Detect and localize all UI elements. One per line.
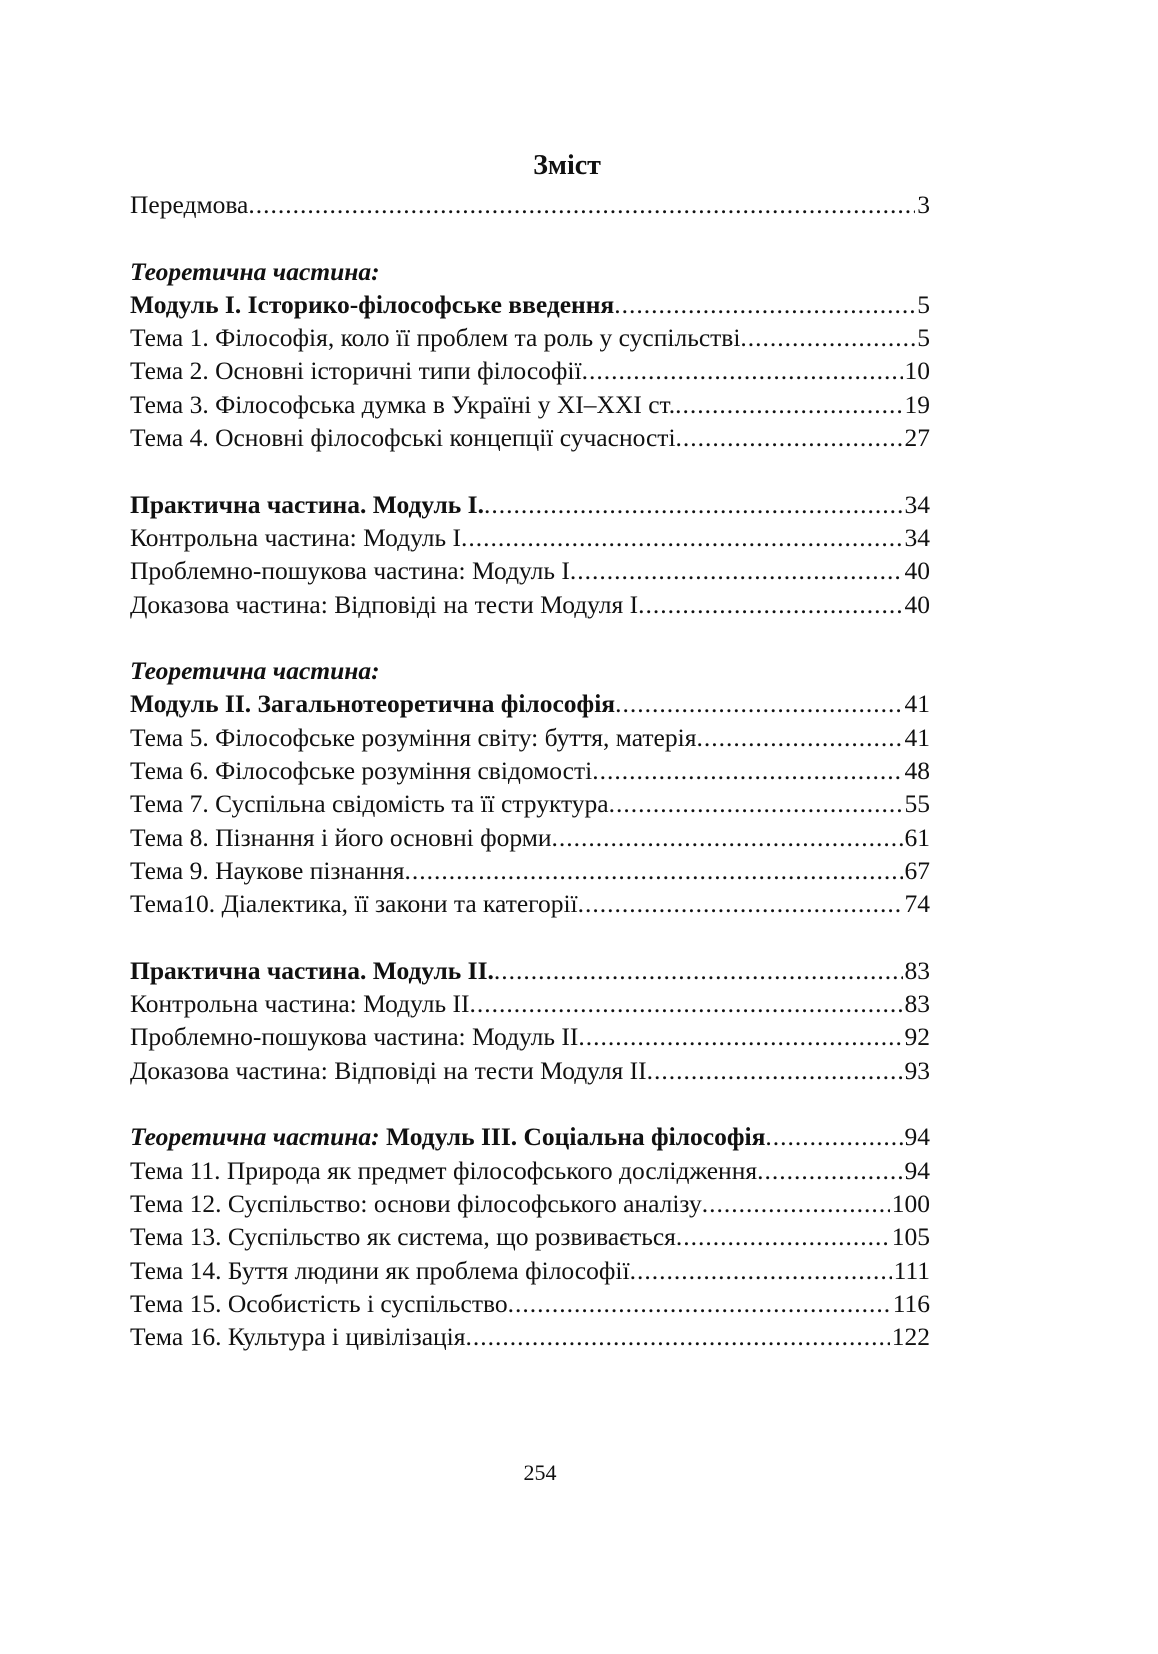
- spacer: [130, 221, 930, 254]
- toc-entry-label: Доказова частина: Відповіді на тести Модуля І: [130, 589, 639, 619]
- dot-leader: [696, 721, 902, 754]
- toc-entry: [130, 754, 930, 787]
- dot-leader: [248, 188, 915, 221]
- table-of-contents: [130, 188, 930, 1353]
- toc-entry: [130, 488, 930, 521]
- toc-entry: [130, 1054, 930, 1087]
- spacer: [130, 1087, 930, 1120]
- toc-entry-label: Тема 11. Природа як предмет філософського дослідження: [130, 1155, 758, 1185]
- toc-entry-label: Модуль ІІ. Загальнотеоретична філософія: [130, 689, 616, 719]
- toc-entry-label: Доказова частина: Відповіді на тести Модуля ІІ: [130, 1055, 647, 1085]
- toc-entry-page: 116: [892, 1288, 930, 1318]
- dot-leader: [484, 488, 903, 521]
- dot-leader: [676, 421, 903, 454]
- dot-leader: [578, 1020, 902, 1053]
- dot-leader: [675, 388, 902, 421]
- toc-entry: [130, 1287, 930, 1320]
- toc-entry: [130, 1320, 930, 1353]
- dot-leader: [765, 1120, 902, 1153]
- toc-entry: [130, 887, 930, 920]
- toc-entry-label: [130, 1120, 765, 1153]
- dot-leader: [615, 687, 902, 720]
- toc-entry-label: Контрольна частина: Модуль ІІ: [130, 989, 470, 1019]
- page-title: Зміст: [533, 150, 601, 181]
- toc-entry-page: 19: [904, 389, 930, 419]
- toc-entry: [130, 554, 930, 587]
- toc-entry-page: 40: [904, 556, 930, 586]
- toc-entry-page: 67: [904, 855, 930, 885]
- toc-entry: [130, 721, 930, 754]
- toc-entry-page: 5: [917, 289, 930, 319]
- toc-entry-label: Тема 7. Суспільна свідомість та її структура: [130, 789, 609, 819]
- toc-entry-label: Тема 4. Основні філософські концепції сучасності: [130, 423, 676, 453]
- section-heading: [130, 255, 930, 288]
- toc-entry: [130, 954, 930, 987]
- dot-leader: [494, 954, 903, 987]
- toc-entry: [130, 1020, 930, 1053]
- dot-leader: [647, 1054, 903, 1087]
- toc-entry-label: Тема 15. Особистість і суспільство: [130, 1288, 508, 1318]
- toc-entry: [130, 354, 930, 387]
- toc-entry-page: 40: [904, 589, 930, 619]
- toc-entry-page: 3: [917, 190, 930, 219]
- toc-entry-page: 61: [904, 822, 930, 852]
- toc-entry-label: Передмова: [130, 190, 249, 219]
- toc-entry-page: 34: [904, 522, 930, 552]
- toc-entry-label: Теоретична частина:: [130, 656, 380, 686]
- dot-leader: [582, 354, 903, 387]
- toc-entry: [130, 821, 930, 854]
- spacer: [130, 921, 930, 954]
- toc-entry: [130, 188, 930, 221]
- toc-entry-page: 48: [904, 756, 930, 786]
- toc-entry-label: Тема10. Діалектика, її закони та категорії: [130, 889, 578, 919]
- toc-entry-page: 92: [904, 1022, 930, 1052]
- toc-entry: [130, 521, 930, 554]
- dot-leader: [614, 288, 915, 321]
- toc-entry: [130, 1120, 930, 1153]
- toc-entry-label: Тема 6. Філософське розуміння свідомості: [130, 756, 593, 786]
- toc-entry-page: 74: [904, 889, 930, 919]
- dot-leader: [570, 554, 903, 587]
- toc-entry-label: Тема 8. Пізнання і його основні форми: [130, 822, 552, 852]
- toc-entry: [130, 1154, 930, 1187]
- toc-entry-label: Тема 3. Філософська думка в Україні у XI–XXI ст.: [130, 389, 676, 419]
- toc-entry: [130, 288, 930, 321]
- section-heading: [130, 654, 930, 687]
- toc-entry-page: 41: [904, 689, 930, 719]
- toc-entry-page: 83: [904, 989, 930, 1019]
- toc-entry-label: Тема 5. Філософське розуміння світу: буття, матерія: [130, 722, 697, 752]
- toc-entry-label: Тема 1. Філософія, коло її проблем та роль у суспільстві: [130, 323, 741, 353]
- section-prefix: Теоретична частина:: [130, 1122, 380, 1152]
- toc-entry-label: Контрольна частина: Модуль І: [130, 522, 462, 552]
- dot-leader: [578, 887, 903, 920]
- page-number: 254: [523, 1460, 557, 1485]
- toc-entry-label: Тема 9. Наукове пізнання: [130, 855, 405, 885]
- dot-leader: [405, 854, 903, 887]
- toc-entry: [130, 1220, 930, 1253]
- toc-entry: [130, 1187, 930, 1220]
- dot-leader: [592, 754, 902, 787]
- dot-leader: [638, 588, 902, 621]
- toc-entry-page: 94: [904, 1122, 930, 1152]
- dot-leader: [461, 521, 902, 554]
- toc-entry: [130, 388, 930, 421]
- toc-entry-page: 34: [904, 489, 930, 519]
- toc-entry-label: Модуль І. Історико-філософське введення: [130, 289, 615, 319]
- dot-leader: [740, 321, 915, 354]
- toc-entry-page: 27: [904, 423, 930, 453]
- toc-entry-page: 10: [904, 356, 930, 386]
- toc-entry: [130, 421, 930, 454]
- toc-entry: [130, 854, 930, 887]
- toc-entry-label: Тема 16. Культура і цивілізація: [130, 1322, 466, 1352]
- toc-entry-page: 55: [904, 789, 930, 819]
- toc-entry-page: 100: [891, 1188, 930, 1218]
- toc-entry: [130, 987, 930, 1020]
- toc-entry-page: 111: [893, 1255, 930, 1285]
- toc-entry-page: 122: [891, 1322, 930, 1352]
- toc-entry-label: Практична частина. Модуль ІІ.: [130, 955, 494, 985]
- dot-leader: [702, 1187, 890, 1220]
- toc-entry-label: Проблемно-пошукова частина: Модуль І: [130, 556, 570, 586]
- dot-leader: [630, 1254, 892, 1287]
- toc-entry: [130, 321, 930, 354]
- toc-entry-label: Практична частина. Модуль І.: [130, 489, 484, 519]
- toc-entry: [130, 588, 930, 621]
- toc-entry-label: Теоретична частина:: [130, 256, 380, 286]
- dot-leader: [552, 821, 903, 854]
- dot-leader: [465, 1320, 889, 1353]
- toc-entry: [130, 687, 930, 720]
- toc-entry-page: 41: [904, 722, 930, 752]
- toc-entry-page: 5: [917, 323, 930, 353]
- toc-entry-label: Тема 13. Суспільство як система, що розвивається: [130, 1222, 676, 1252]
- toc-entry-label: Тема 12. Суспільство: основи філософського аналізу: [130, 1188, 702, 1218]
- toc-entry-page: 83: [904, 955, 930, 985]
- dot-leader: [757, 1154, 902, 1187]
- module-title: Модуль ІІІ. Соціальна філософія: [379, 1122, 766, 1152]
- toc-entry-page: 93: [904, 1055, 930, 1085]
- toc-entry-label: Тема 2. Основні історичні типи філософії: [130, 356, 582, 386]
- spacer: [130, 454, 930, 487]
- dot-leader: [609, 787, 903, 820]
- toc-entry-label: Проблемно-пошукова частина: Модуль ІІ: [130, 1022, 579, 1052]
- dot-leader: [676, 1220, 890, 1253]
- toc-entry-label: Тема 14. Буття людини як проблема філософії: [130, 1255, 630, 1285]
- dot-leader: [508, 1287, 891, 1320]
- toc-entry-page: 105: [891, 1222, 930, 1252]
- toc-entry: [130, 787, 930, 820]
- dot-leader: [470, 987, 903, 1020]
- toc-entry: [130, 1254, 930, 1287]
- toc-entry-page: 94: [904, 1155, 930, 1185]
- spacer: [130, 621, 930, 654]
